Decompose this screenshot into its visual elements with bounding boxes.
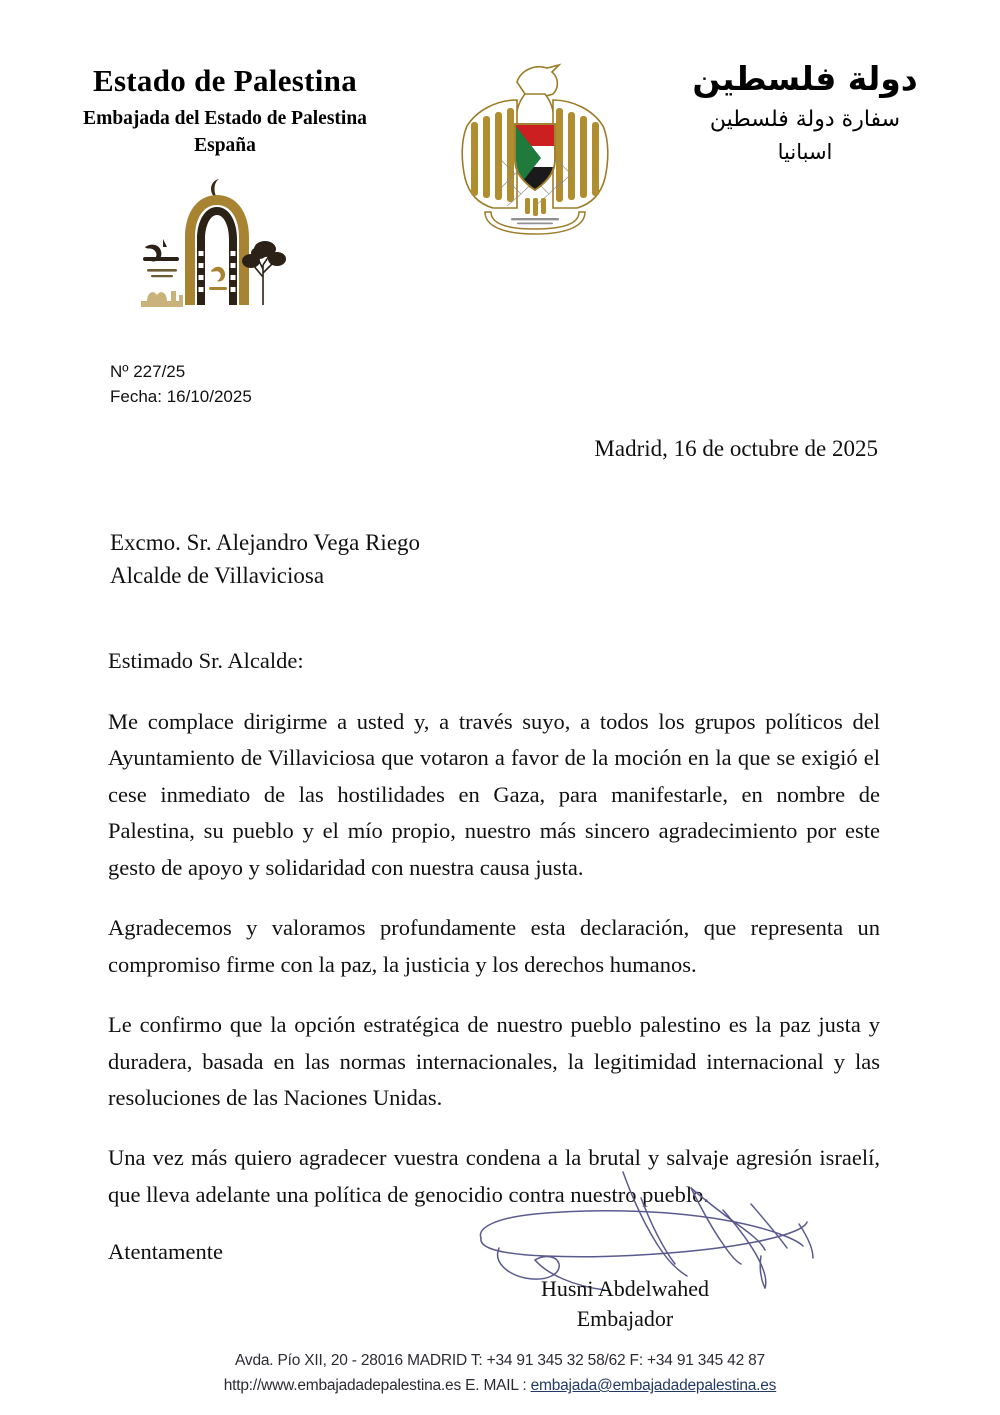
- reference-block: [110, 360, 252, 409]
- addressee-block: [110, 526, 420, 593]
- body-paragraph: Agradecemos y valoramos profundamente esta declaración, que representa un compromiso firme con la paz, la justicia y los derechos humanos.: [108, 915, 880, 977]
- footer-email-link[interactable]: embajada@embajadadepalestina.es: [530, 1377, 777, 1395]
- body-paragraph: Le confirmo que la opción estratégica de nuestro pueblo palestino es la paz justa y duradera, basada en las normas internacionales, la legitimidad internacional y las resoluciones de las Naciones Unidas.: [108, 1012, 880, 1110]
- signature-block: [455, 1170, 855, 1345]
- reference-number: Nº 227/25: [110, 362, 186, 381]
- letterhead-arabic: [640, 58, 970, 166]
- signer-name: Husni Abdelwahed: [540, 1276, 710, 1301]
- addressee-name: Excmo. Sr. Alejandro Vega Riego: [110, 530, 421, 555]
- letterhead-title-spanish: Estado de Palestina: [92, 63, 358, 98]
- jerusalem-capital-logo: [133, 173, 298, 318]
- letterhead: [0, 0, 1000, 330]
- letterhead-country-spanish: España: [194, 135, 256, 157]
- eagle-of-saladin-emblem: [455, 48, 615, 243]
- signature-names: [455, 1274, 795, 1333]
- addressee-role: Alcalde de Villaviciosa: [110, 563, 325, 589]
- body-paragraph: Me complace dirigirme a usted y, a través suyo, a todos los grupos políticos del Ayuntamiento de Villaviciosa que votaron a favor de la moción en la que se exigió el cese inmediato de las hostilidades en Gaza, para manifestarle, en nombre de Palestina, su pueblo y el mío propio, nuestro más sincero agradecimiento por este gesto de apoyo y solidaridad con nuestra causa justa.: [108, 709, 880, 880]
- footer-address: Avda. Pío XII, 20 - 28016 MADRID T: +34 91 345 32 58/62 F: +34 91 345 42 87: [235, 1352, 765, 1370]
- footer: [0, 1349, 1000, 1399]
- letterhead-embassy-spanish: Embajada del Estado de Palestina: [83, 108, 367, 130]
- letterhead-spanish: [40, 64, 410, 158]
- reference-date: Fecha: 16/10/2025: [110, 386, 252, 406]
- body-paragraph: Una vez más quiero agradecer vuestra condena a la brutal y salvaje agresión israelí, que lleva adelante una política de genocidio contra nuestro pueblo.: [108, 1145, 880, 1207]
- letterhead-title-arabic: دولة فلسطين: [692, 59, 918, 98]
- letterhead-embassy-arabic: سفارة دولة فلسطين: [709, 107, 901, 133]
- closing-line: Atentamente: [108, 1239, 223, 1265]
- city-date-line: Madrid, 16 de octubre de 2025: [594, 436, 878, 461]
- footer-contact: [0, 1374, 1000, 1399]
- footer-website: http://www.embajadadepalestina.es E. MAIL :: [223, 1377, 531, 1395]
- letterhead-country-arabic: اسبانيا: [777, 139, 833, 164]
- salutation: Estimado Sr. Alcalde:: [108, 648, 304, 673]
- signer-title: Embajador: [576, 1305, 674, 1331]
